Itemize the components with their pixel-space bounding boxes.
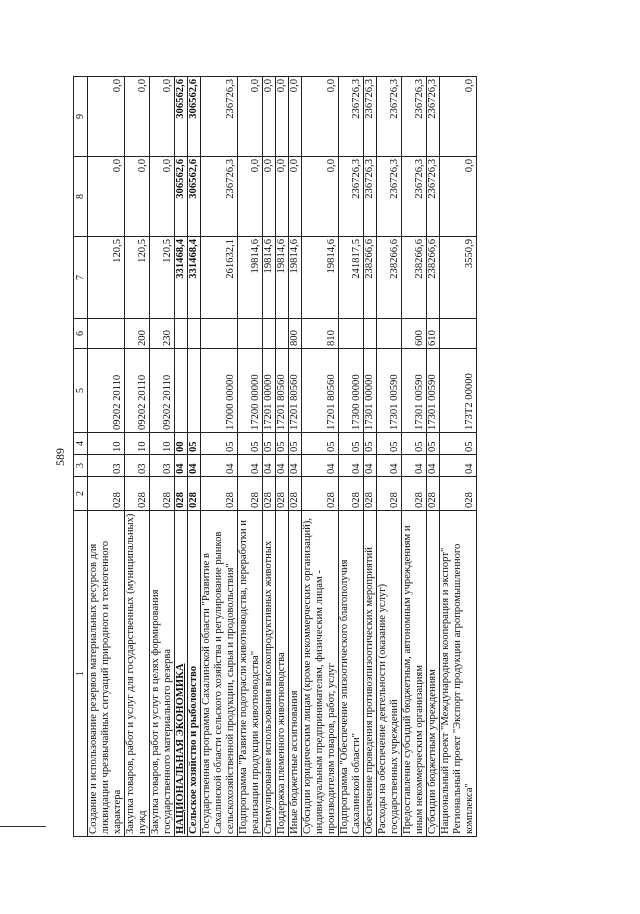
row-subsection: 05 — [440, 433, 477, 455]
row-target-item: 17200 00000 — [238, 349, 263, 433]
row-code: 028 — [302, 477, 339, 511]
row-expense-type — [377, 319, 402, 349]
table-row — [440, 77, 477, 837]
row-code: 028 — [364, 477, 377, 511]
table-row — [302, 77, 339, 837]
row-subsection: 05 — [188, 433, 201, 455]
row-subsection: 00 — [175, 433, 188, 455]
header-cell: 9 — [74, 77, 88, 157]
row-name: Государственная программа Сахалинской области "Развитие в Сахалинской области сельского хозяйства и регулирование рынков сельскохозяйственной продукции, сырья и продовольствия" — [201, 511, 238, 837]
budget-table — [73, 76, 477, 837]
row-subsection: 05 — [289, 433, 302, 455]
table-row — [188, 77, 201, 837]
row-value-col9: 0,0 — [238, 77, 263, 157]
row-value-col8: 0,0 — [150, 157, 175, 237]
row-target-item: 17301 00000 — [364, 349, 377, 433]
row-subsection: 10 — [88, 433, 125, 455]
table-row — [377, 77, 402, 837]
row-subsection: 05 — [302, 433, 339, 455]
row-value-col8: 0,0 — [302, 157, 339, 237]
row-target-item: 09202 20110 — [125, 349, 150, 433]
row-value-col9: 236726,3 — [364, 77, 377, 157]
table-row — [339, 77, 364, 837]
row-value-col8: 236726,3 — [402, 157, 427, 237]
row-expense-type — [364, 319, 377, 349]
header-row — [74, 77, 88, 837]
row-value-col8: 0,0 — [289, 157, 302, 237]
row-target-item: 17300 00000 — [339, 349, 364, 433]
row-code: 028 — [238, 477, 263, 511]
row-target-item: 17301 00590 — [402, 349, 427, 433]
row-name: Национальный проект "Международная кооперация и экспорт" Региональный проект "Экспорт продукции агропромышленного комплекса" — [440, 511, 477, 837]
row-subsection: 10 — [150, 433, 175, 455]
row-value-col7: 19814,6 — [302, 237, 339, 319]
row-code: 028 — [289, 477, 302, 511]
header-cell: 2 — [74, 477, 88, 511]
row-target-item: 17201 80560 — [276, 349, 289, 433]
row-value-col7: 19814,6 — [276, 237, 289, 319]
row-section: 03 — [88, 455, 125, 477]
row-expense-type — [238, 319, 263, 349]
row-expense-type — [339, 319, 364, 349]
row-target-item: 17201 80560 — [302, 349, 339, 433]
table-row — [238, 77, 263, 837]
row-subsection: 05 — [339, 433, 364, 455]
row-expense-type — [188, 319, 201, 349]
row-value-col7: 19814,6 — [238, 237, 263, 319]
row-section: 04 — [302, 455, 339, 477]
row-value-col8: 0,0 — [276, 157, 289, 237]
row-section: 04 — [402, 455, 427, 477]
row-name: Предоставление субсидий бюджетным, автономным учреждениям и иным некоммерческим организациям — [402, 511, 427, 837]
row-name: Закупка товаров, работ и услуг для государственных (муниципальных) нужд — [125, 511, 150, 837]
header-cell: 1 — [74, 511, 88, 837]
row-section: 04 — [440, 455, 477, 477]
row-value-col9: 0,0 — [125, 77, 150, 157]
row-value-col7: 331468,4 — [175, 237, 188, 319]
row-name: Расходы на обеспечение деятельности (оказание услуг) государственных учреждений — [377, 511, 402, 837]
margin-line — [0, 826, 46, 827]
row-value-col9: 306562,6 — [188, 77, 201, 157]
row-section: 04 — [276, 455, 289, 477]
row-name: Закупка товаров, работ и услуг в целях формирования государственного материального резерва — [150, 511, 175, 837]
row-name: Создание и использование резервов материальных ресурсов для ликвидации чрезвычайных ситуаций природного и техногенного характера — [88, 511, 125, 837]
row-code: 028 — [88, 477, 125, 511]
table-row — [276, 77, 289, 837]
row-code: 028 — [263, 477, 276, 511]
row-value-col9: 236726,3 — [201, 77, 238, 157]
row-subsection: 05 — [276, 433, 289, 455]
row-section: 04 — [339, 455, 364, 477]
row-code: 028 — [125, 477, 150, 511]
table-row — [364, 77, 377, 837]
row-value-col9: 0,0 — [302, 77, 339, 157]
row-value-col8: 236726,3 — [364, 157, 377, 237]
row-value-col7: 238266,6 — [377, 237, 402, 319]
row-value-col7: 19814,6 — [263, 237, 276, 319]
row-value-col8: 236726,3 — [339, 157, 364, 237]
row-expense-type: 200 — [125, 319, 150, 349]
row-value-col8: 0,0 — [263, 157, 276, 237]
row-section: 04 — [175, 455, 188, 477]
header-cell: 4 — [74, 433, 88, 455]
row-code: 028 — [175, 477, 188, 511]
row-subsection: 05 — [364, 433, 377, 455]
header-cell: 7 — [74, 237, 88, 319]
row-target-item: 17000 00000 — [201, 349, 238, 433]
row-subsection: 10 — [125, 433, 150, 455]
row-value-col7: 19814,6 — [289, 237, 302, 319]
table-row — [289, 77, 302, 837]
row-name: Поддержка племенного животноводства — [276, 511, 289, 837]
row-name: Стимулирование использования высокопродуктивных животных — [263, 511, 276, 837]
row-value-col8: 0,0 — [88, 157, 125, 237]
row-section: 03 — [150, 455, 175, 477]
header-cell: 5 — [74, 349, 88, 433]
row-expense-type — [88, 319, 125, 349]
row-target-item: 17201 00000 — [263, 349, 276, 433]
row-value-col9: 0,0 — [440, 77, 477, 157]
header-cell: 3 — [74, 455, 88, 477]
row-name: Сельское хозяйство и рыболовство — [188, 511, 201, 837]
row-value-col8: 306562,6 — [188, 157, 201, 237]
table-row — [427, 77, 440, 837]
row-value-col8: 236726,3 — [377, 157, 402, 237]
row-section: 04 — [201, 455, 238, 477]
row-name: Подпрограмма "Развитие подотрасли животноводства, переработки и реализации продукции животноводства" — [238, 511, 263, 837]
row-code: 028 — [276, 477, 289, 511]
row-subsection: 05 — [238, 433, 263, 455]
row-section: 04 — [289, 455, 302, 477]
row-target-item — [188, 349, 201, 433]
row-code: 028 — [427, 477, 440, 511]
row-value-col8: 0,0 — [238, 157, 263, 237]
row-subsection: 05 — [263, 433, 276, 455]
row-expense-type: 230 — [150, 319, 175, 349]
page-content — [51, 77, 589, 837]
row-name: Подпрограмма "Обеспечение эпизоотического благополучия Сахалинской области" — [339, 511, 364, 837]
row-target-item — [175, 349, 188, 433]
row-value-col8: 0,0 — [125, 157, 150, 237]
row-target-item: 09202 20110 — [88, 349, 125, 433]
row-value-col9: 236726,3 — [427, 77, 440, 157]
row-target-item: 09202 20110 — [150, 349, 175, 433]
row-expense-type — [440, 319, 477, 349]
row-value-col7: 331468,4 — [188, 237, 201, 319]
table-row — [201, 77, 238, 837]
row-code: 028 — [339, 477, 364, 511]
row-value-col7: 261632,1 — [201, 237, 238, 319]
row-value-col8: 236726,3 — [201, 157, 238, 237]
row-value-col9: 0,0 — [289, 77, 302, 157]
row-value-col9: 236726,3 — [377, 77, 402, 157]
row-expense-type: 610 — [427, 319, 440, 349]
row-value-col9: 0,0 — [88, 77, 125, 157]
row-section: 04 — [263, 455, 276, 477]
table-row — [88, 77, 125, 837]
table-row — [175, 77, 188, 837]
row-section: 04 — [427, 455, 440, 477]
row-name: Обеспечение проведения противоэпизоотических мероприятий — [364, 511, 377, 837]
table-row — [402, 77, 427, 837]
row-subsection: 05 — [402, 433, 427, 455]
row-value-col7: 241817,5 — [339, 237, 364, 319]
row-value-col9: 236726,3 — [402, 77, 427, 157]
row-value-col8: 306562,6 — [175, 157, 188, 237]
row-code: 028 — [440, 477, 477, 511]
row-target-item: 17301 00590 — [427, 349, 440, 433]
row-name: Иные бюджетные ассигнования — [289, 511, 302, 837]
row-subsection: 05 — [377, 433, 402, 455]
header-cell: 8 — [74, 157, 88, 237]
row-value-col7: 3550,9 — [440, 237, 477, 319]
row-value-col7: 120,5 — [88, 237, 125, 319]
row-section: 03 — [125, 455, 150, 477]
row-code: 028 — [201, 477, 238, 511]
table-row — [263, 77, 276, 837]
row-subsection: 05 — [427, 433, 440, 455]
row-expense-type — [201, 319, 238, 349]
row-code: 028 — [402, 477, 427, 511]
row-target-item: 17301 00590 — [377, 349, 402, 433]
row-name: НАЦИОНАЛЬНАЯ ЭКОНОМИКА — [175, 511, 188, 837]
table-row — [150, 77, 175, 837]
row-value-col9: 0,0 — [263, 77, 276, 157]
row-code: 028 — [377, 477, 402, 511]
row-value-col8: 236726,3 — [427, 157, 440, 237]
page-number: 589 — [53, 448, 67, 466]
row-subsection: 05 — [201, 433, 238, 455]
row-value-col8: 0,0 — [440, 157, 477, 237]
row-value-col7: 238266,6 — [427, 237, 440, 319]
row-name: Субсидии юридическим лицам (кроме некоммерческих организаций), индивидуальным предпринимателям, физическим лицам - производителям товаров, работ, услуг — [302, 511, 339, 837]
row-expense-type: 600 — [402, 319, 427, 349]
row-target-item: 173T2 00000 — [440, 349, 477, 433]
row-value-col9: 0,0 — [150, 77, 175, 157]
row-value-col7: 238266,6 — [364, 237, 377, 319]
row-section: 04 — [364, 455, 377, 477]
row-value-col7: 238266,6 — [402, 237, 427, 319]
row-expense-type: 810 — [302, 319, 339, 349]
row-section: 04 — [188, 455, 201, 477]
row-section: 04 — [377, 455, 402, 477]
row-section: 04 — [238, 455, 263, 477]
row-expense-type — [263, 319, 276, 349]
header-cell: 6 — [74, 319, 88, 349]
row-code: 028 — [188, 477, 201, 511]
row-name: Субсидии бюджетным учреждениям — [427, 511, 440, 837]
row-target-item: 17201 80560 — [289, 349, 302, 433]
row-expense-type: 800 — [289, 319, 302, 349]
row-value-col9: 0,0 — [276, 77, 289, 157]
row-value-col7: 120,5 — [125, 237, 150, 319]
table-row — [125, 77, 150, 837]
row-expense-type — [175, 319, 188, 349]
row-value-col9: 236726,3 — [339, 77, 364, 157]
row-value-col7: 120,5 — [150, 237, 175, 319]
row-expense-type — [276, 319, 289, 349]
row-code: 028 — [150, 477, 175, 511]
row-value-col9: 306562,6 — [175, 77, 188, 157]
